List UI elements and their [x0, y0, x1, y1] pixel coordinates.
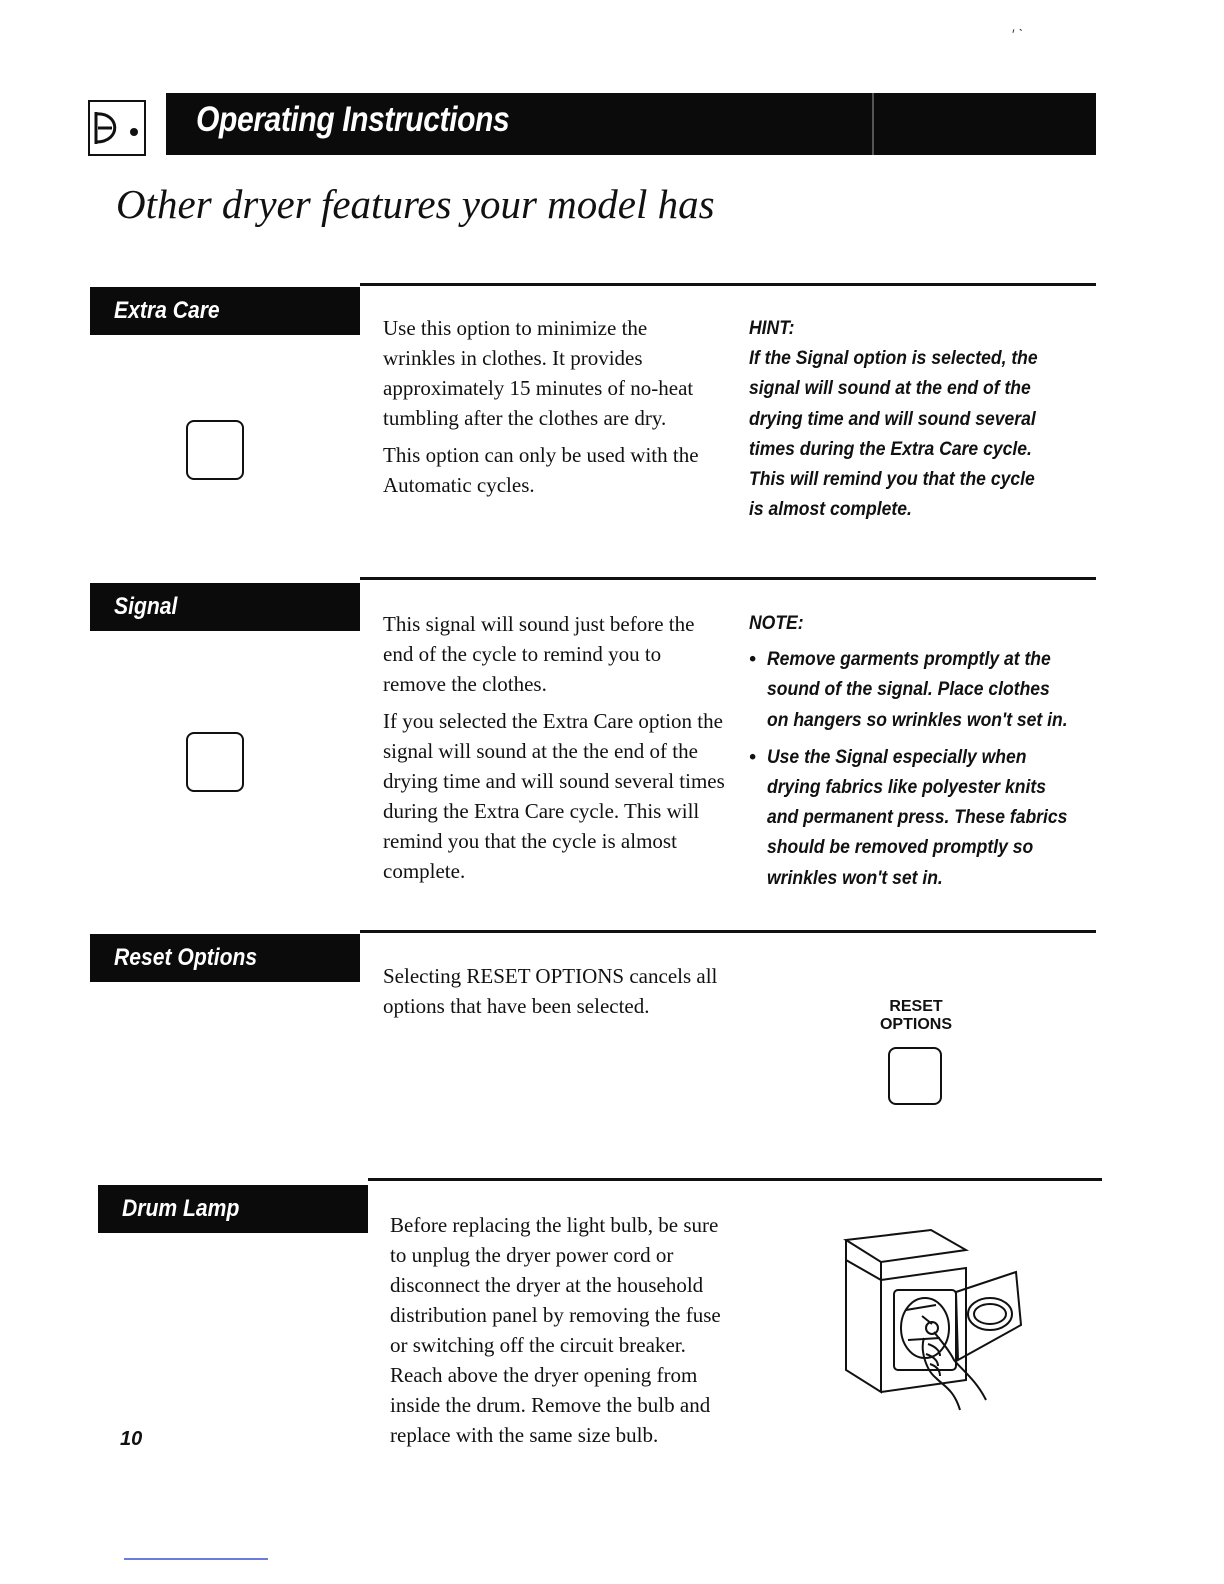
- note-line: should be removed promptly so: [767, 836, 1034, 859]
- header-title: Operating Instructions: [196, 100, 510, 139]
- extra-care-button-icon: [186, 420, 244, 480]
- paragraph: If you selected the Extra Care option the signal will sound at the the end of the drying time and will sound several times during the Extra Care cycle. This will remind you that the cycle is almost complete.: [383, 709, 725, 883]
- reset-label-line: OPTIONS: [879, 1016, 952, 1033]
- note-line: and permanent press. These fabrics: [767, 806, 1068, 829]
- section-rule: [360, 577, 1096, 580]
- signal-note: [749, 608, 1129, 900]
- section-tab-extra-care: [90, 287, 360, 335]
- hint-line: This will remind you that the cycle: [749, 468, 1035, 491]
- section-tab-drum-lamp: [98, 1185, 368, 1233]
- signal-description: [383, 609, 728, 893]
- corner-mark: ′ ˋ: [1012, 26, 1024, 42]
- note-list: [749, 644, 1129, 893]
- section-rule: [368, 1178, 1102, 1181]
- hint-line: If the Signal option is selected, the: [749, 347, 1038, 370]
- note-title: NOTE:: [749, 612, 804, 634]
- section-tab-label: Extra Care: [114, 297, 220, 324]
- note-line: Use the Signal especially when: [767, 745, 1027, 768]
- page-title: Other dryer features your model has: [116, 181, 715, 227]
- extra-care-hint: [749, 313, 1109, 524]
- reset-label-line: RESET: [889, 998, 943, 1015]
- hint-line: drying time and will sound several: [749, 407, 1036, 430]
- paragraph: This signal will sound just before the end of the cycle to remind you to remove the clothes.: [383, 612, 695, 696]
- page-number: 10: [120, 1428, 143, 1450]
- header-divider: [872, 93, 874, 155]
- section-logo-icon: [88, 100, 146, 156]
- reset-options-label: [866, 998, 966, 1034]
- reset-options-button-icon: [888, 1047, 942, 1105]
- bullet-icon: •: [749, 745, 756, 768]
- note-item: [749, 742, 1129, 893]
- note-line: wrinkles won't set in.: [767, 866, 943, 889]
- bottom-rule: [124, 1558, 268, 1560]
- hint-title: HINT:: [749, 317, 795, 339]
- reset-options-description: [383, 961, 733, 1028]
- section-tab-reset-options: [90, 934, 360, 982]
- note-line: on hangers so wrinkles won't set in.: [767, 708, 1068, 731]
- hint-line: is almost complete.: [749, 498, 912, 521]
- section-tab-label: Signal: [114, 593, 178, 620]
- note-item: [749, 644, 1129, 735]
- section-rule: [360, 930, 1096, 933]
- section-tab-label: Drum Lamp: [122, 1195, 240, 1222]
- note-line: sound of the signal. Place clothes: [767, 678, 1050, 701]
- note-line: Remove garments promptly at the: [767, 648, 1051, 671]
- hint-line: times during the Extra Care cycle.: [749, 437, 1032, 460]
- section-tab-signal: [90, 583, 360, 631]
- note-line: drying fabrics like polyester knits: [767, 776, 1046, 799]
- dryer-bulb-illustration: [836, 1220, 1026, 1415]
- signal-button-icon: [186, 732, 244, 792]
- paragraph: This option can only be used with the Automatic cycles.: [383, 443, 699, 497]
- hint-line: signal will sound at the end of the: [749, 377, 1031, 400]
- paragraph: Use this option to minimize the wrinkles in clothes. It provides approximately 15 minutes of no-heat tumbling after the clothes are dry.: [383, 316, 694, 430]
- extra-care-description: [383, 313, 723, 507]
- bullet-icon: •: [749, 648, 756, 671]
- paragraph: Selecting RESET OPTIONS cancels all options that have been selected.: [383, 964, 718, 1018]
- drum-lamp-description: [390, 1210, 735, 1457]
- paragraph: Before replacing the light bulb, be sure to unplug the dryer power cord or disconnect the dryer at the household distribution panel by removing the fuse or switching off the circuit breaker. Reach above the dryer opening from inside the drum. Remove the bulb and replace with the same size bulb.: [390, 1213, 721, 1447]
- section-tab-label: Reset Options: [114, 944, 258, 971]
- section-rule: [360, 283, 1096, 286]
